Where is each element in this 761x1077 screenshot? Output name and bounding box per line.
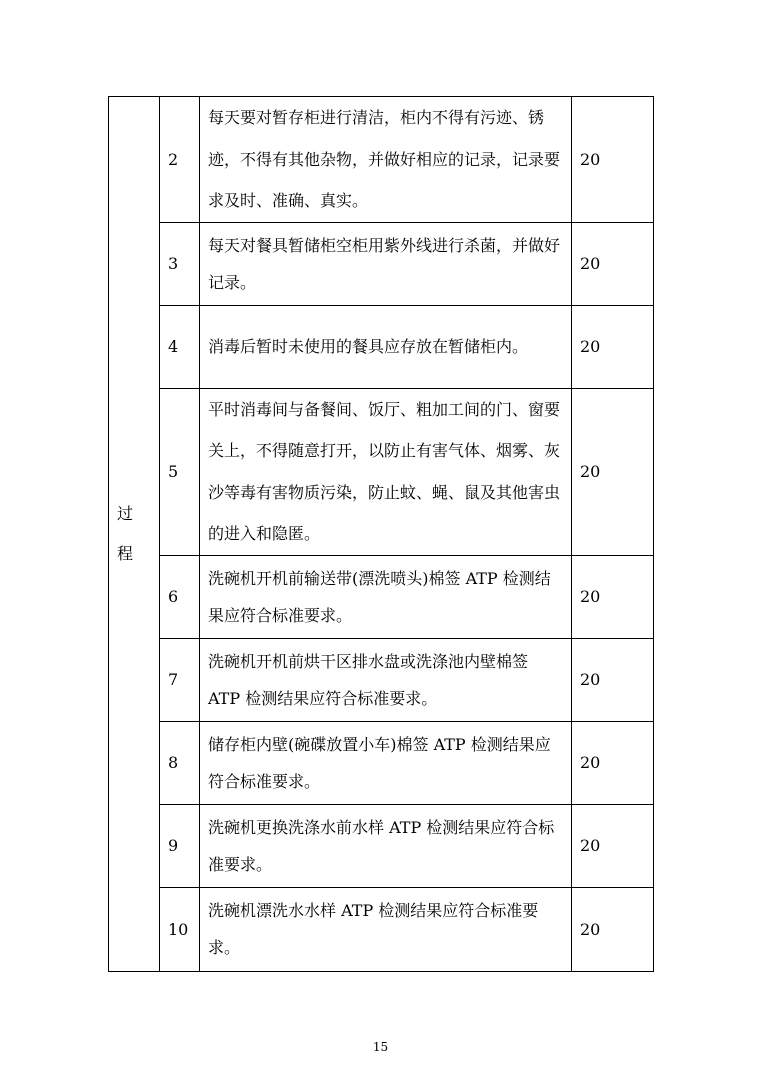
table-row: [109, 887, 654, 971]
item-score: 20: [572, 555, 654, 638]
table-row: [109, 222, 654, 305]
item-number: 9: [160, 804, 200, 887]
item-number: 5: [160, 388, 200, 555]
section-label: 过程: [117, 503, 134, 563]
item-number: 4: [160, 305, 200, 388]
item-score: 20: [572, 638, 654, 721]
item-number: 8: [160, 721, 200, 804]
item-score: 20: [572, 388, 654, 555]
item-description: 洗碗机漂洗水水样 ATP 检测结果应符合标准要求。: [200, 887, 572, 971]
table-row: [109, 804, 654, 887]
item-score: 20: [572, 721, 654, 804]
table-row: [109, 388, 654, 555]
item-score: 20: [572, 222, 654, 305]
item-score: 20: [572, 887, 654, 971]
item-score: 20: [572, 804, 654, 887]
item-number: 6: [160, 555, 200, 638]
item-number: 10: [160, 887, 200, 971]
table-row: [109, 555, 654, 638]
item-number: 3: [160, 222, 200, 305]
inspection-table: [108, 96, 654, 972]
item-description: 每天对餐具暂储柜空柜用紫外线进行杀菌，并做好记录。: [200, 222, 572, 305]
item-description: 储存柜内壁(碗碟放置小车)棉签 ATP 检测结果应符合标准要求。: [200, 721, 572, 804]
item-score: 20: [572, 305, 654, 388]
item-description: 洗碗机更换洗涤水前水样 ATP 检测结果应符合标准要求。: [200, 804, 572, 887]
table-row: [109, 721, 654, 804]
item-description: 每天要对暂存柜进行清洁，柜内不得有污迹、锈迹，不得有其他杂物，并做好相应的记录，记录要求及时、准确、真实。: [200, 97, 572, 223]
table-row: [109, 97, 654, 223]
item-description: 平时消毒间与备餐间、饭厅、粗加工间的门、窗要关上，不得随意打开，以防止有害气体、烟雾、灰沙等毒有害物质污染，防止蚊、蝇、鼠及其他害虫的进入和隐匿。: [200, 388, 572, 555]
item-description: 洗碗机开机前输送带(漂洗喷头)棉签 ATP 检测结果应符合标准要求。: [200, 555, 572, 638]
section-label-cell: [109, 97, 160, 972]
item-score: 20: [572, 97, 654, 223]
item-description: 洗碗机开机前烘干区排水盘或洗涤池内壁棉签 ATP 检测结果应符合标准要求。: [200, 638, 572, 721]
table-row: [109, 638, 654, 721]
item-number: 2: [160, 97, 200, 223]
page-number: 15: [372, 1040, 389, 1054]
item-number: 7: [160, 638, 200, 721]
table-row: [109, 305, 654, 388]
item-description: 消毒后暂时未使用的餐具应存放在暂储柜内。: [200, 305, 572, 388]
